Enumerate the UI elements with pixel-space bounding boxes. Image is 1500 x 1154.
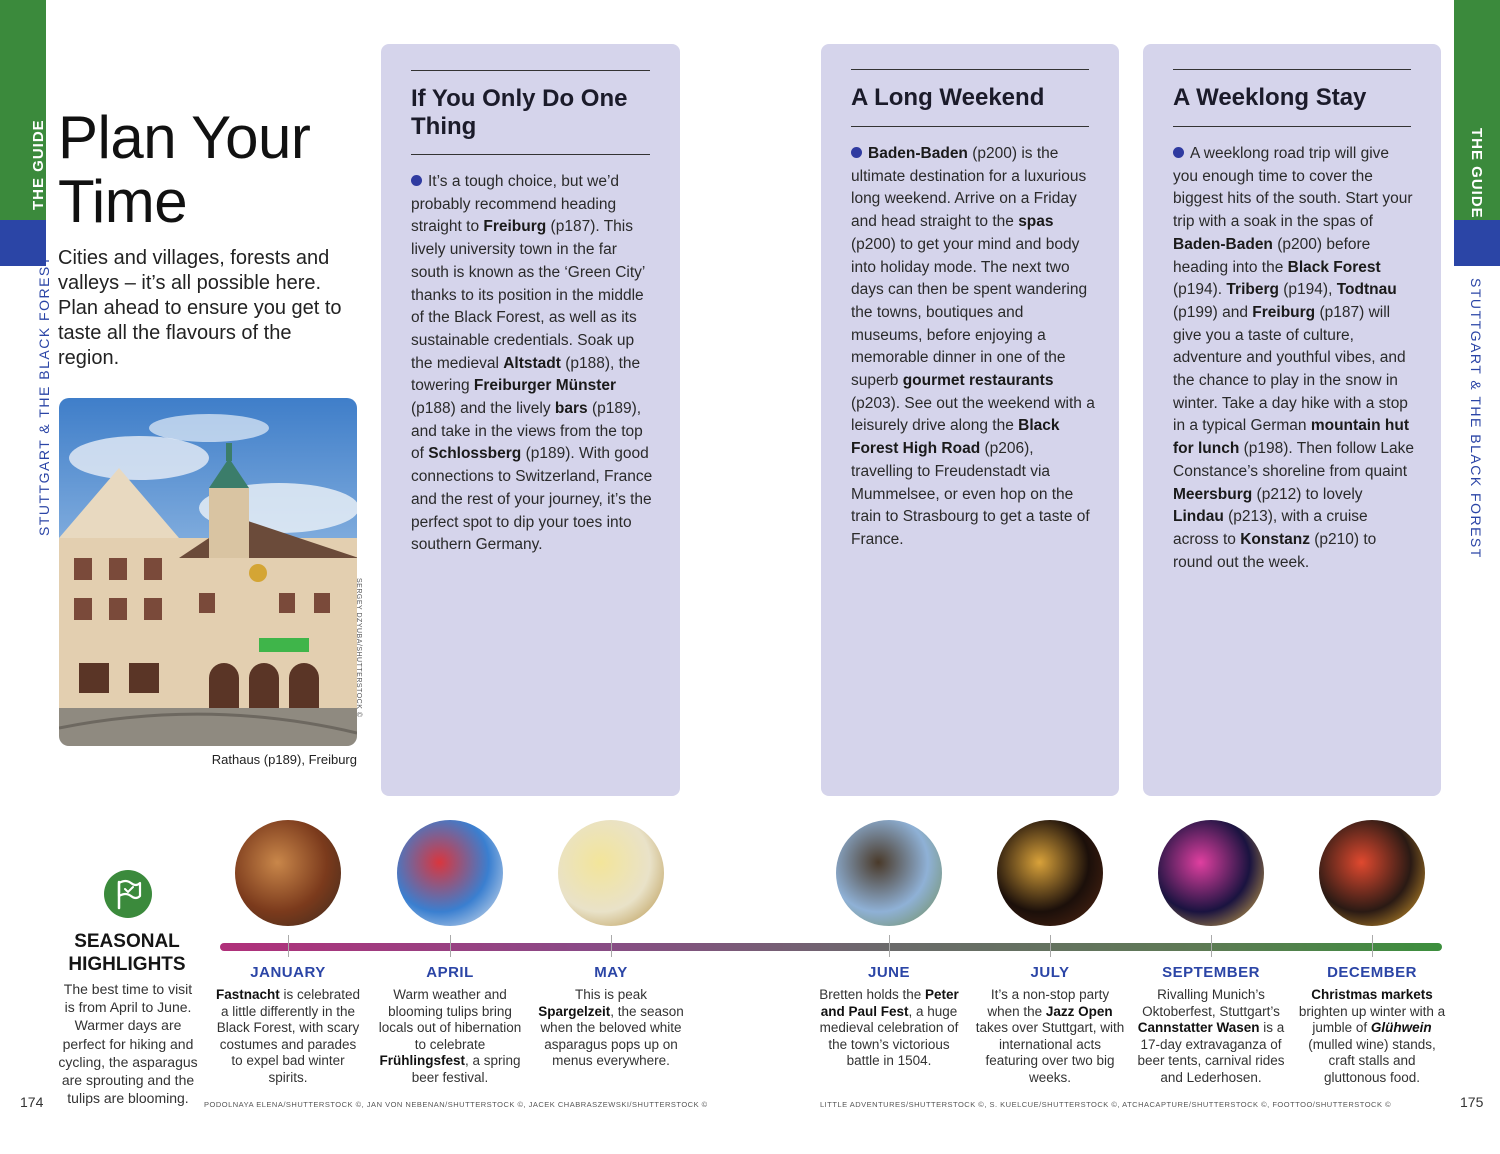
bold-highlight: Meersburg [1173,485,1253,503]
body-text: (p194). [1173,281,1227,299]
event-description [375,987,525,1087]
body-text: , a huge medieval celebration of the town’s victorious battle in 1504. [819,1003,959,1069]
bold-highlight: Spargelzeit [538,1003,611,1019]
bold-highlight: Cannstatter Wasen [1137,1020,1260,1036]
timeline-tick [288,935,289,957]
event-description [213,987,363,1087]
panel-rule-bottom [1173,126,1411,127]
body-text: This is peak [574,987,648,1002]
intro-text: Cities and villages, forests and valleys – it’s all possible here. Plan ahead to ensure you get to taste all the flavours of the region. [58,247,342,369]
body-text: (p212) to lovely [1252,485,1363,503]
event-photo [1319,820,1425,926]
page-number-right: 175 [1460,1094,1484,1110]
event-description [1297,987,1447,1087]
bold-highlight: Schlossberg [428,445,522,463]
bold-highlight: Konstanz [1240,530,1310,548]
body-text: takes over Stuttgart, with international acts featuring over two big weeks. [975,1020,1125,1085]
photo-caption: Rathaus (p189), Freiburg [211,752,357,767]
event-description [1136,987,1286,1087]
panel-one-thing [381,44,680,796]
timeline-bar [220,943,1442,951]
body-text: (p210) to round out the week. [1173,530,1377,571]
title-line-2: Time [58,168,188,235]
bullet-dot [1173,147,1184,158]
panel-title: A Weeklong Stay [1173,84,1367,111]
bold-highlight: Glühwein [1370,1020,1432,1036]
panel-body [851,143,1095,552]
event-photo [558,820,664,926]
body-text: Warm weather and blooming tulips bring locals out of hibernation to celebrate [378,987,522,1052]
event-month: JULY [1030,964,1070,981]
body-text: , a spring beer festival. [411,1053,521,1085]
timeline-tick [1211,935,1212,957]
body-text: , the season when the beloved white asparagus pops up on menus everywhere. [540,1003,684,1069]
body-text: (p189). With good connections to Switzerland, France and the rest of your journey, it’s the perfect spot to dip your toes into southern Germany. [411,445,653,554]
body-text: (p203). See out the weekend with a leisurely drive along the [851,394,1095,435]
page-title [58,106,310,234]
body-text: (p187) will give you a taste of culture, adventure and youthful vibes, and the chance to play in the snow in winter. Take a day hike with a stop in a typical German [1173,303,1408,435]
side-tab-right [1454,0,1500,559]
bold-highlight: Lindau [1173,508,1224,526]
bold-highlight: Todtnau [1336,281,1397,299]
timeline-tick [889,935,890,957]
timeline-tick [450,935,451,957]
bold-highlight: Black Forest [1287,258,1381,276]
bold-highlight: Black Forest High Road [851,417,1060,458]
bold-highlight: Peter and Paul Fest [820,987,959,1019]
event-photo [997,820,1103,926]
body-text: (p187). This lively university town in the far south is known as the ‘Green City’ thanks to its position in the middle of the Black Forest, as well as its sustainable credentials. Soak up the medieval [411,218,645,372]
side-tab-left [0,0,52,536]
body-text: Bretten holds the [819,987,926,1002]
event-month: MAY [594,964,628,981]
bold-highlight: Freiburg [1252,303,1316,321]
guide-label: THE GUIDE [30,119,47,210]
bold-highlight: gourmet restaurants [902,372,1054,390]
event-month: JANUARY [250,964,326,981]
body-text: It’s a tough choice, but we’d probably recommend heading straight to [411,173,620,236]
timeline-tick [1050,935,1051,957]
seasonal-text: The best time to visit is from April to June. Warmer days are perfect for hiking and cycling, the asparagus are sprouting and the tulips are blooming. [58,981,198,1107]
panel-weeklong-stay [1143,44,1441,796]
body-text: A weeklong road trip will give you enough time to cover the biggest hits of the south. Start your trip with a soak in the spas of [1173,145,1413,231]
rathaus-photo [59,398,357,746]
event-description [975,987,1125,1087]
body-text: (p188) and the lively [411,400,555,418]
body-text: (p200) is the ultimate destination for a luxurious long weekend. Arrive on a Friday and head straight to the [851,145,1087,231]
timeline-tick [611,935,612,957]
page-number-left: 174 [20,1094,44,1110]
bold-highlight: Jazz Open [1045,1003,1113,1019]
body-text: is celebrated a little differently in the Black Forest, with scary costumes and parades to expel bad winter spirits. [216,987,361,1085]
bold-highlight: spas [1018,213,1054,231]
body-text: (p198). Then follow Lake Constance’s shoreline from quaint [1173,440,1414,480]
bold-highlight: Frühlingsfest [379,1053,465,1069]
body-text: (p206), travelling to Freudenstadt via Mummelsee, or even hop on the train to Strasbourg to get a taste of France. [851,440,1090,548]
bold-highlight: Freiburger Münster [473,377,617,395]
panel-title: A Long Weekend [851,84,1045,111]
flag-icon [104,870,152,918]
event-month: JUNE [867,964,910,981]
photo-credits-right: LITTLE ADVENTURES/SHUTTERSTOCK ©, S. KUELCUE/SHUTTERSTOCK ©, ATCHACAPTURE/SHUTTERSTOCK ©, FOOTTOO/SHUTTERSTOCK © [820,1100,1392,1109]
panel-long-weekend [821,44,1119,796]
body-text: Rivalling Munich’s Oktoberfest, Stuttgart’s [1142,987,1280,1019]
panel-body [1173,143,1417,574]
panel-title: If You Only Do One Thing [411,85,628,140]
bold-highlight: mountain hut for lunch [1173,417,1409,458]
seasonal-title: SEASONAL HIGHLIGHTS [68,931,186,975]
bold-highlight: bars [554,400,588,418]
event-photo [235,820,341,926]
event-description [536,987,686,1070]
body-text: is a 17-day extravaganza of beer tents, carnival rides and Lederhosen. [1137,1020,1285,1085]
bold-highlight: Fastnacht [215,987,280,1002]
section-label: STUTTGART & THE BLACK FOREST [1468,278,1484,559]
bold-highlight: Altstadt [503,354,561,372]
body-text: (p188), the towering [411,354,641,395]
panel-rule-bottom [851,126,1089,127]
bold-highlight: Christmas markets [1311,987,1433,1002]
body-text: (p200) before heading into the [1173,235,1371,276]
photo-credit: SERGEY DZYUBA/SHUTTERSTOCK © [355,578,362,718]
event-month: SEPTEMBER [1162,964,1260,981]
body-text: It’s a non-stop party when the [987,987,1110,1019]
bold-highlight: Freiburg [483,218,547,236]
event-photo [397,820,503,926]
body-text: (p189), and take in the views from the top of [411,400,643,463]
panel-rule-bottom [411,154,650,155]
bullet-dot [851,147,862,158]
event-description [814,987,964,1070]
bullet-dot [411,175,422,186]
event-photo [836,820,942,926]
photo-credits-left: PODOLNAYA ELENA/SHUTTERSTOCK ©, JAN VON NEBENAN/SHUTTERSTOCK ©, JACEK CHABRASZEWSKI/SHUTTERSTOCK © [204,1100,708,1109]
panel-rule-top [411,70,650,71]
body-text: brighten up winter with a jumble of [1298,1003,1446,1036]
title-line-1: Plan Your [58,104,311,171]
panel-rule-top [1173,69,1411,70]
event-photo [1158,820,1264,926]
event-month: APRIL [426,964,474,981]
panel-body [411,171,656,557]
section-label: STUTTGART & THE BLACK FOREST [36,255,52,536]
bold-highlight: Baden-Baden [868,145,968,162]
bold-highlight: Triberg [1226,281,1279,299]
body-text: (mulled wine) stands, craft stalls and gluttonous food. [1308,1036,1436,1085]
timeline-tick [1372,935,1373,957]
body-text: (p213), with a cruise across to [1173,508,1368,548]
body-text: (p199) and [1173,303,1253,321]
bold-highlight: Baden-Baden [1173,235,1273,253]
guide-label: THE GUIDE [1468,128,1485,219]
body-text: (p200) to get your mind and body into holiday mode. The next two days can then be spent wandering the towns, boutiques and museums, before enjoying a memorable dinner in one of the superb [851,235,1088,390]
panel-rule-top [851,69,1089,70]
guide-tab-blue [1454,220,1500,266]
body-text: (p194), [1278,281,1337,299]
event-month: DECEMBER [1327,964,1417,981]
